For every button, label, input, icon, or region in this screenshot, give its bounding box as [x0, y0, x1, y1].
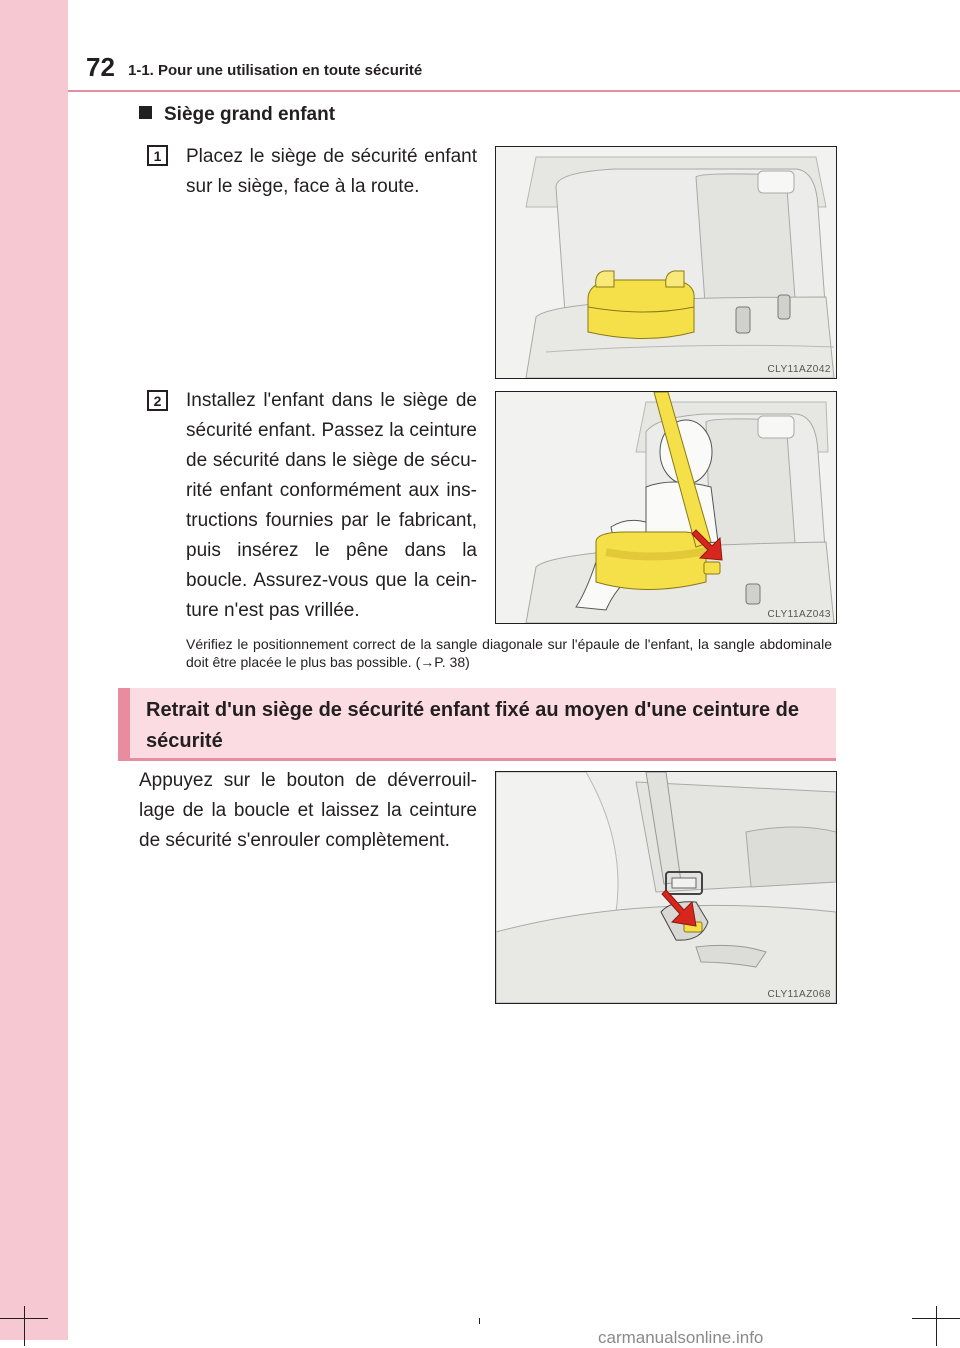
- subheading-text: Siège grand enfant: [164, 104, 336, 125]
- removal-instructions: Appuyez sur le bouton de déverrouil-lage de la boucle et laissez la ceinture de sécurité s'enrouler complètement.: [139, 770, 477, 851]
- rear-seat-illustration: [496, 147, 836, 378]
- crop-mark: [479, 1318, 480, 1324]
- page-number: 72: [86, 52, 115, 82]
- header-divider: [68, 90, 960, 92]
- step-2-text: Installez l'enfant dans le siège de sécurité enfant. Passez la ceinture de sécurité dans le siège de sécu-rité enfant conformément aux ins-tructions fournies par le fabricant, puis insérez le pêne dans la boucle. Assurez-vous que la cein-ture n'est pas vrillée.: [186, 390, 477, 621]
- step-number-badge: 2: [147, 390, 168, 411]
- removal-heading-box: [118, 688, 836, 758]
- figure-code: CLY11AZ068: [767, 989, 831, 1000]
- step-1-text: Placez le siège de sécurité enfant sur le siège, face à la route.: [186, 146, 477, 197]
- figure-buckle-release: [495, 771, 837, 1004]
- figure-code: CLY11AZ043: [767, 609, 831, 620]
- removal-heading: Retrait d'un siège de sécurité enfant fixé au moyen d'une ceinture de sécurité: [146, 699, 800, 752]
- step-number-badge: 1: [147, 145, 168, 166]
- removal-heading-underline: [118, 758, 836, 761]
- child-belt-illustration: [496, 392, 836, 623]
- figure-code: CLY11AZ042: [767, 364, 831, 375]
- crop-mark: [936, 1306, 937, 1346]
- watermark: carmanualsonline.info: [598, 1328, 764, 1347]
- square-bullet-icon: [139, 106, 152, 119]
- buckle-release-illustration: [496, 772, 836, 1003]
- crop-mark: [24, 1306, 25, 1346]
- side-color-band: [0, 0, 68, 1340]
- section-title: 1-1. Pour une utilisation en toute sécurité: [128, 62, 423, 79]
- note-text: Vérifiez le positionnement correct de la sangle diagonale sur l'épaule de l'enfant, la sangle abdominale doit être placée le plus bas possible. (→P. 38): [186, 636, 832, 670]
- figure-child-belted: [495, 391, 837, 624]
- figure-booster-seat-placement: [495, 146, 837, 379]
- subheading: [139, 104, 335, 126]
